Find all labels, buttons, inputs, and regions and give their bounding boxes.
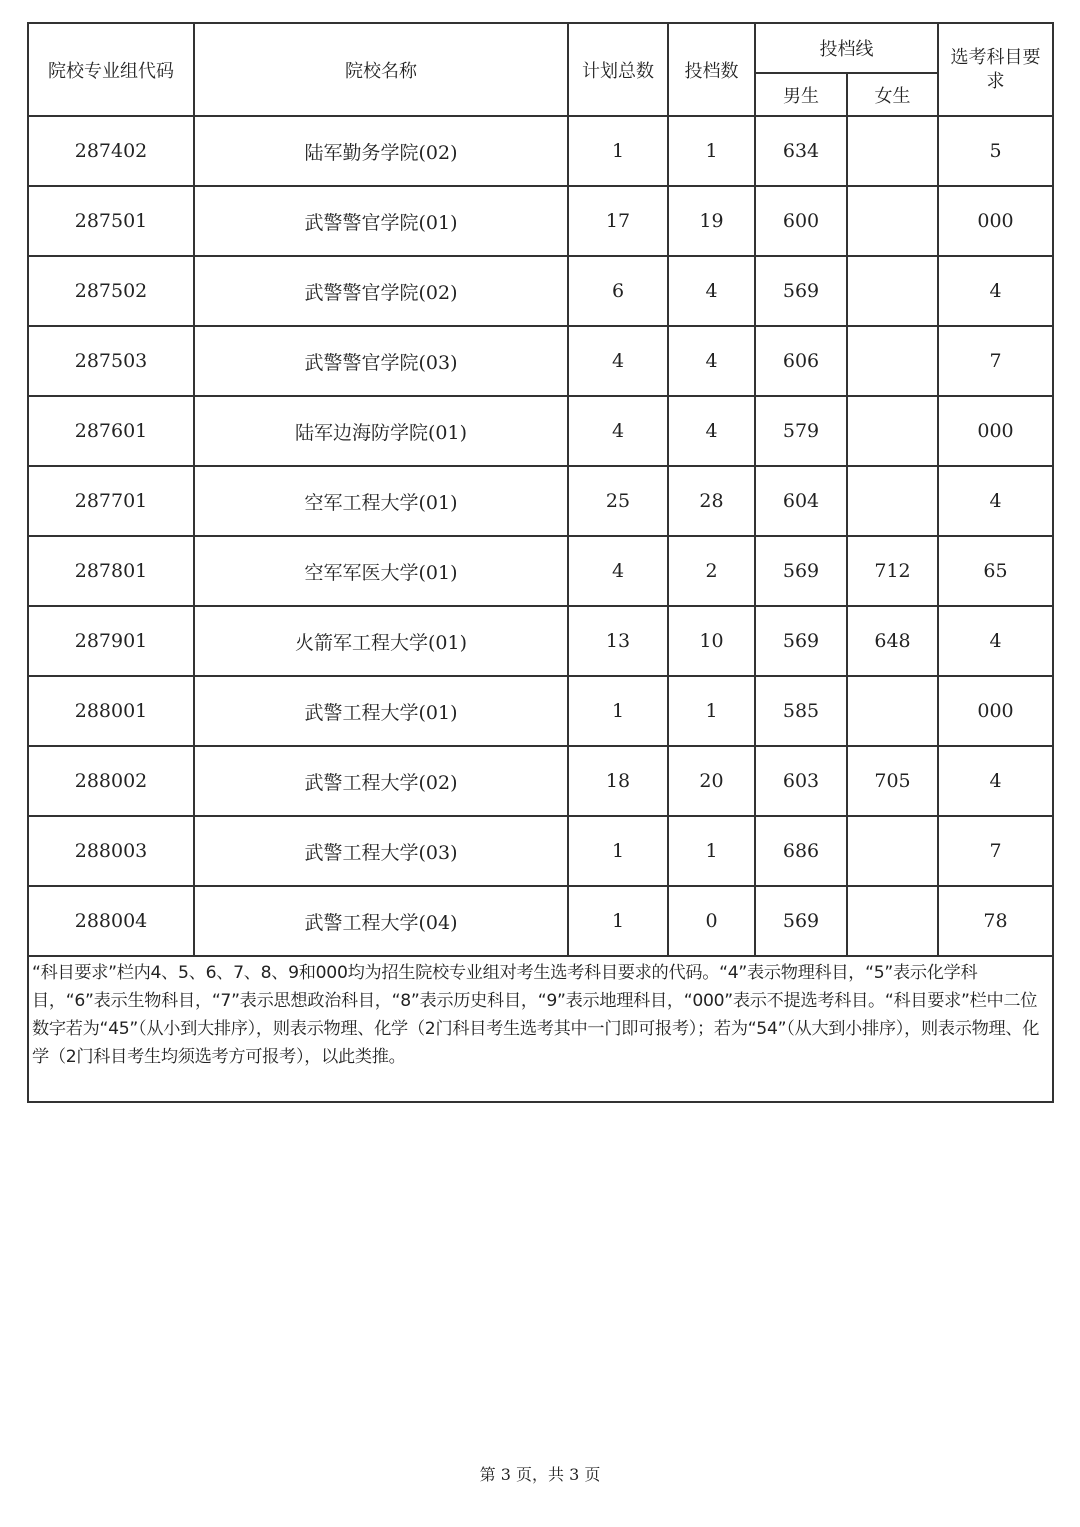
cell-male: 569	[755, 606, 847, 676]
cell-name: 空军工程大学(01)	[194, 466, 568, 536]
cell-plan: 1	[568, 816, 668, 886]
header-admitted: 投档数	[668, 23, 755, 116]
cell-plan: 4	[568, 326, 668, 396]
header-plan: 计划总数	[568, 23, 668, 116]
page-footer: 第 3 页，共 3 页	[479, 1465, 601, 1484]
cell-code: 288003	[28, 816, 194, 886]
cell-plan: 4	[568, 396, 668, 466]
cell-code: 287701	[28, 466, 194, 536]
table-row	[28, 186, 1053, 256]
cell-admitted: 19	[668, 186, 755, 256]
cell-plan: 1	[568, 676, 668, 746]
cell-subjects: 000	[938, 676, 1053, 746]
cell-male: 634	[755, 116, 847, 186]
cell-subjects: 7	[938, 326, 1053, 396]
table-row	[28, 256, 1053, 326]
cell-code: 288004	[28, 886, 194, 956]
table-row	[28, 466, 1053, 536]
cell-code: 287402	[28, 116, 194, 186]
cell-plan: 6	[568, 256, 668, 326]
cell-plan: 1	[568, 886, 668, 956]
cell-male: 604	[755, 466, 847, 536]
cell-name: 武警警官学院(03)	[194, 326, 568, 396]
footnote: “科目要求”栏内4、5、6、7、8、9和000均为招生院校专业组对考生选考科目要求的代码。“4”表示物理科目，“5”表示化学科目，“6”表示生物科目，“7”表示思想政治科目，“8”表示历史科目，“9”表示地理科目，“000”表示不提选考科目。“科目要求”栏中二位数字若为“45”（从小到大排序），则表示物理、化学（2门科目考生选考其中一门即可报考）；若为“54”（从大到小排序），则表示物理、化学（2门科目考生均须选考方可报考），以此类推。	[28, 956, 1053, 1102]
table-row	[28, 326, 1053, 396]
cell-code: 288002	[28, 746, 194, 816]
cell-female	[847, 116, 938, 186]
cell-female	[847, 886, 938, 956]
cell-admitted: 4	[668, 256, 755, 326]
cell-male: 579	[755, 396, 847, 466]
cell-admitted: 4	[668, 326, 755, 396]
cell-admitted: 1	[668, 116, 755, 186]
table-row	[28, 746, 1053, 816]
cell-subjects: 5	[938, 116, 1053, 186]
cell-name: 火箭军工程大学(01)	[194, 606, 568, 676]
cell-male: 606	[755, 326, 847, 396]
cell-admitted: 2	[668, 536, 755, 606]
cell-name: 武警工程大学(01)	[194, 676, 568, 746]
cell-plan: 1	[568, 116, 668, 186]
cell-male: 603	[755, 746, 847, 816]
cell-female	[847, 326, 938, 396]
header-subjects: 选考科目要求	[938, 23, 1053, 116]
cell-name: 武警工程大学(03)	[194, 816, 568, 886]
cell-name: 武警工程大学(04)	[194, 886, 568, 956]
cell-subjects: 7	[938, 816, 1053, 886]
cell-code: 287501	[28, 186, 194, 256]
cell-female	[847, 186, 938, 256]
cell-name: 空军军医大学(01)	[194, 536, 568, 606]
cell-female: 705	[847, 746, 938, 816]
table-row	[28, 886, 1053, 956]
cell-female	[847, 256, 938, 326]
header-code: 院校专业组代码	[28, 23, 194, 116]
cell-subjects: 4	[938, 256, 1053, 326]
table-row	[28, 816, 1053, 886]
cell-male: 585	[755, 676, 847, 746]
cell-male: 600	[755, 186, 847, 256]
cell-subjects: 4	[938, 466, 1053, 536]
header-female: 女生	[847, 73, 938, 116]
cell-female: 648	[847, 606, 938, 676]
cell-code: 287901	[28, 606, 194, 676]
cell-female	[847, 816, 938, 886]
cell-male: 686	[755, 816, 847, 886]
cell-name: 陆军勤务学院(02)	[194, 116, 568, 186]
cell-subjects: 78	[938, 886, 1053, 956]
cell-name: 武警警官学院(01)	[194, 186, 568, 256]
cell-admitted: 4	[668, 396, 755, 466]
cell-subjects: 65	[938, 536, 1053, 606]
header-name: 院校名称	[194, 23, 568, 116]
cell-plan: 13	[568, 606, 668, 676]
table-row	[28, 116, 1053, 186]
cell-male: 569	[755, 536, 847, 606]
header-cutoff: 投档线	[755, 23, 938, 73]
cell-code: 287502	[28, 256, 194, 326]
cell-female	[847, 396, 938, 466]
cell-female	[847, 466, 938, 536]
cell-code: 287503	[28, 326, 194, 396]
cell-male: 569	[755, 256, 847, 326]
cell-plan: 17	[568, 186, 668, 256]
cell-plan: 25	[568, 466, 668, 536]
cell-name: 陆军边海防学院(01)	[194, 396, 568, 466]
cell-subjects: 4	[938, 606, 1053, 676]
admission-table	[27, 22, 1054, 1103]
cell-admitted: 20	[668, 746, 755, 816]
table-row	[28, 676, 1053, 746]
cell-admitted: 1	[668, 676, 755, 746]
cell-subjects: 000	[938, 186, 1053, 256]
table-row	[28, 536, 1053, 606]
cell-code: 288001	[28, 676, 194, 746]
header-male: 男生	[755, 73, 847, 116]
cell-code: 287601	[28, 396, 194, 466]
cell-subjects: 4	[938, 746, 1053, 816]
table-row	[28, 606, 1053, 676]
table-row	[28, 396, 1053, 466]
cell-name: 武警工程大学(02)	[194, 746, 568, 816]
cell-plan: 4	[568, 536, 668, 606]
cell-female: 712	[847, 536, 938, 606]
cell-name: 武警警官学院(02)	[194, 256, 568, 326]
cell-admitted: 0	[668, 886, 755, 956]
cell-plan: 18	[568, 746, 668, 816]
cell-code: 287801	[28, 536, 194, 606]
cell-male: 569	[755, 886, 847, 956]
cell-admitted: 1	[668, 816, 755, 886]
cell-admitted: 28	[668, 466, 755, 536]
cell-admitted: 10	[668, 606, 755, 676]
cell-subjects: 000	[938, 396, 1053, 466]
cell-female	[847, 676, 938, 746]
